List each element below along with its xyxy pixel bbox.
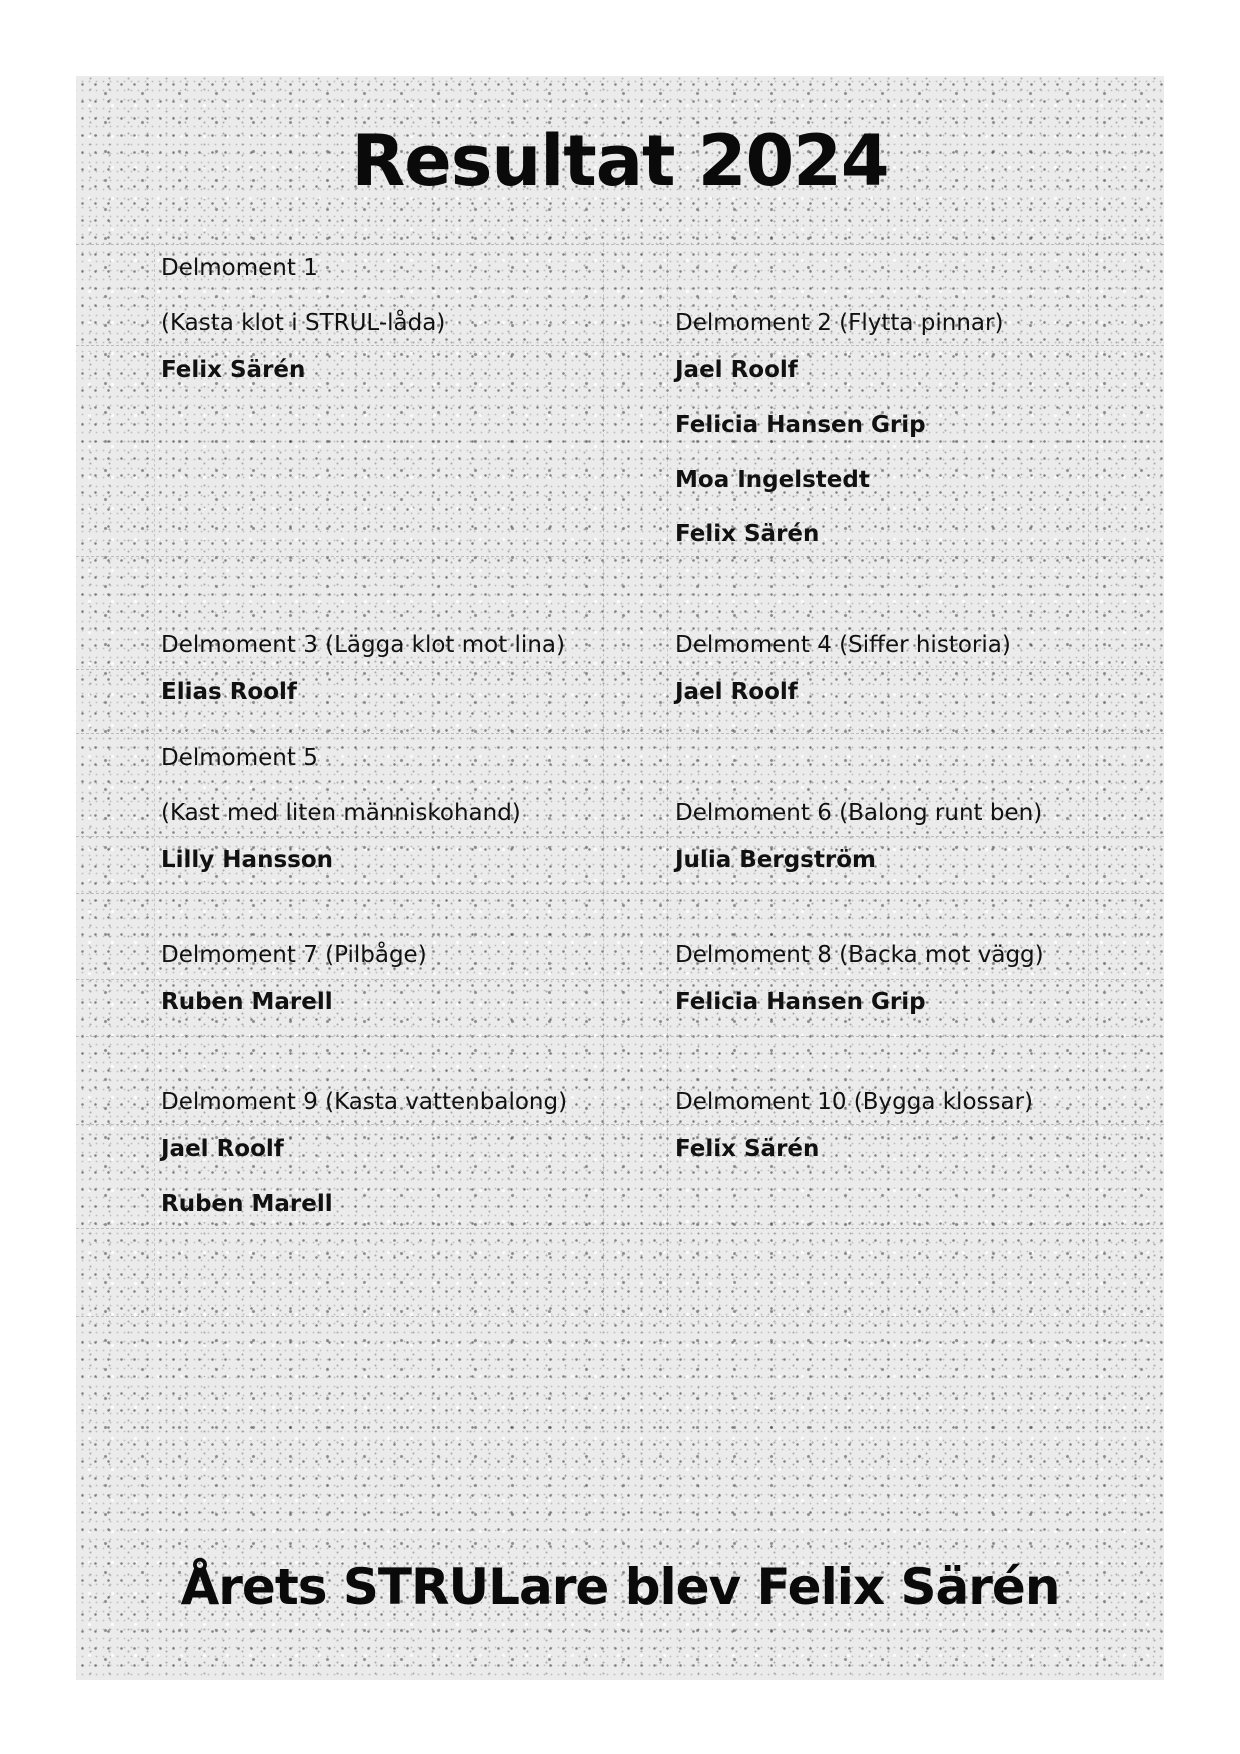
event-label: Delmoment 1: [161, 255, 318, 281]
winner-name: Felix Särén: [161, 357, 306, 383]
table-column-rule: [603, 244, 604, 1316]
table-column-rule: [154, 244, 155, 1316]
table-column-rule: [667, 244, 668, 1316]
event-label: (Kast med liten människohand): [161, 800, 521, 826]
event-label: Delmoment 9 (Kasta vattenbalong): [161, 1089, 568, 1115]
winner-name: Jael Roolf: [675, 357, 798, 383]
page-title: Resultat 2024: [351, 120, 889, 202]
event-label: Delmoment 6 (Balong runt ben): [675, 800, 1043, 826]
winner-name: Elias Roolf: [161, 679, 297, 705]
footer-announcement: Årets STRULare blev Felix Särén: [180, 1558, 1060, 1616]
winner-name: Moa Ingelstedt: [675, 467, 870, 493]
event-label: Delmoment 3 (Lägga klot mot lina): [161, 632, 565, 658]
winner-name: Jael Roolf: [675, 679, 798, 705]
event-label: Delmoment 4 (Siffer historia): [675, 632, 1011, 658]
table-rule: [76, 1228, 1164, 1229]
winner-name: Jael Roolf: [161, 1136, 284, 1162]
table-rule: [76, 244, 1164, 245]
table-rule: [76, 979, 1164, 980]
event-label: Delmoment 10 (Bygga klossar): [675, 1089, 1034, 1115]
winner-name: Felix Särén: [675, 521, 820, 547]
winner-name: Felicia Hansen Grip: [675, 989, 926, 1015]
table-rule: [76, 1316, 1164, 1317]
winner-name: Felicia Hansen Grip: [675, 412, 926, 438]
table-rule: [76, 556, 1164, 557]
table-rule: [76, 733, 1164, 734]
event-label: Delmoment 5: [161, 745, 318, 771]
table-rule: [76, 893, 1164, 894]
winner-name: Julia Bergström: [675, 847, 876, 873]
winner-name: Ruben Marell: [161, 1191, 333, 1217]
table-rule: [76, 669, 1164, 670]
winner-name: Felix Särén: [675, 1136, 820, 1162]
table-rule: [76, 1124, 1164, 1125]
event-label: (Kasta klot i STRUL-låda): [161, 310, 446, 336]
winner-name: Lilly Hansson: [161, 847, 334, 873]
event-label: Delmoment 8 (Backa mot vägg): [675, 942, 1044, 968]
event-label: Delmoment 2 (Flytta pinnar): [675, 310, 1004, 336]
winner-name: Ruben Marell: [161, 989, 333, 1015]
table-rule: [76, 1036, 1164, 1037]
table-rule: [76, 836, 1164, 837]
table-column-rule: [1088, 244, 1089, 1316]
event-label: Delmoment 7 (Pilbåge): [161, 942, 427, 968]
table-rule: [76, 345, 1164, 346]
